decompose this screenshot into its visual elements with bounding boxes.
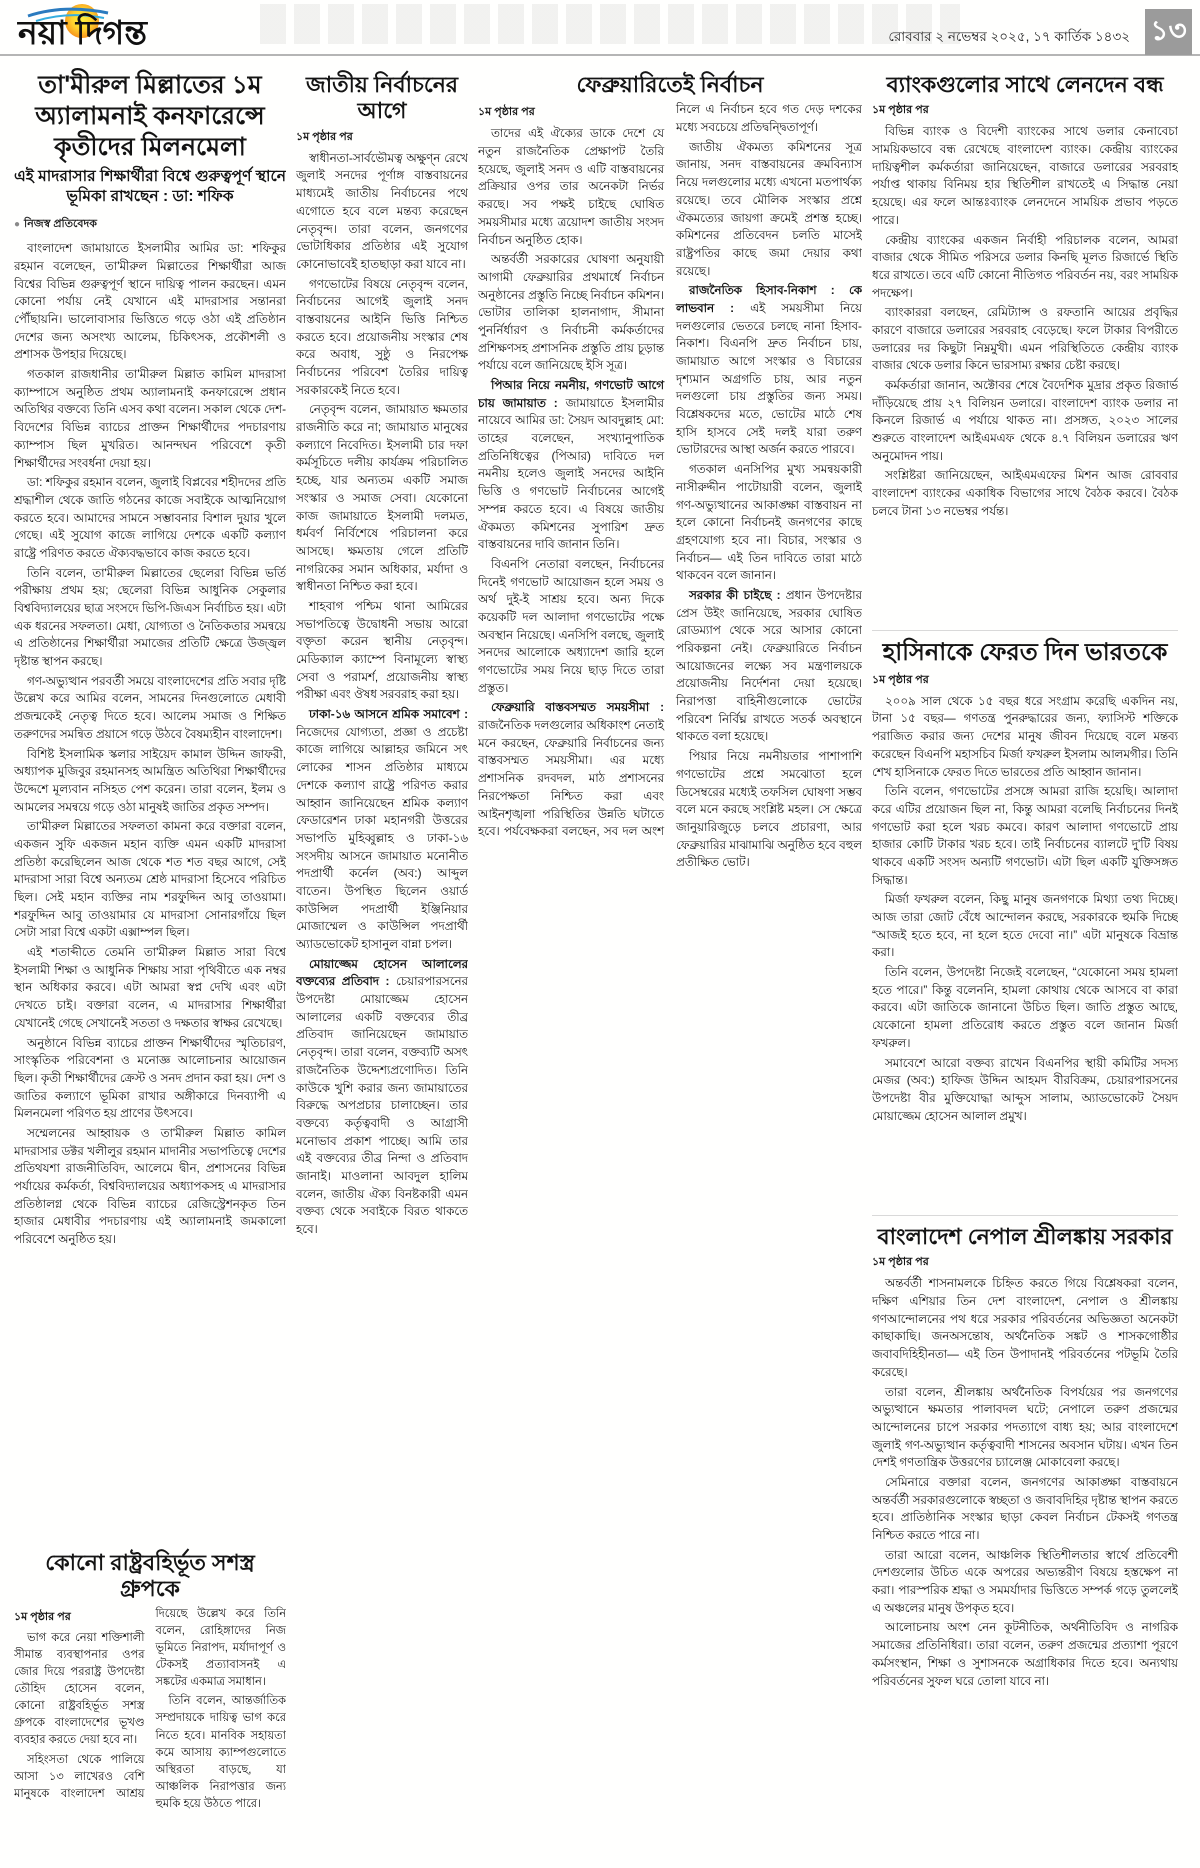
article-paragraph: সম্মেলনের আহ্বায়ক ও তা'মীরুল মিল্লাত কামিল মাদরাসার ডক্টর খলীলুর রহমান মাদানীর সভাপতিত্বে দেশের প্রতিথযশা রাজনীতিবিদ, আলেমে দ্বীন, প্রশাসনের বিভিন্ন পর্যায়ের কর্মকর্তা, বিশ্ববিদ্যালয়ের অধ্যাপকসহ এ মাদরাসার প্রতিষ্ঠালগ্ন থেকে বিভিন্ন ব্যাচের রেজিস্ট্রেশনকৃত তিন হাজার মেধাবীর পদচারণায় এই অ্যালামনাই জমকালো পরিবেশে অনুষ্ঠিত হয়। <box>14 1125 286 1247</box>
article-paragraph: তারা আরো বলেন, আঞ্চলিক স্থিতিশীলতার স্বার্থে প্রতিবেশী দেশগুলোর উচিত একে অপরের অভ্যন্তরীণ বিষয়ে হস্তক্ষেপ না করা। পারস্পরিক শ্রদ্ধা ও সমমর্যাদার ভিত্তিতে সম্পর্ক গড়ে তুললেই এ অঞ্চলের মানুষ উপকৃত হবে। <box>872 1547 1178 1615</box>
continued-from-page1-label: ১ম পৃষ্ঠার পর <box>478 106 535 119</box>
article-paragraph: অন্তর্বর্তী সরকারের ঘোষণা অনুযায়ী আগামী ফেব্রুয়ারির প্রথমার্ধে নির্বাচন অনুষ্ঠানের প্রস্তুতি নিচ্ছে নির্বাচন কমিশন। ভোটার তালিকা হালনাগাদ, সীমানা পুনর্নির্ধারণ ও নির্বাচনী কর্মকর্তাদের প্রশিক্ষণসহ প্রশাসনিক প্রস্তুতি প্রায় চূড়ান্ত পর্যায়ে বলে জানিয়েছে ইসি সূত্র। <box>478 252 664 373</box>
byline-text: নিজস্ব প্রতিবেদক <box>24 218 97 231</box>
article-headline: হাসিনাকে ফেরত দিন ভারতকে <box>882 639 1168 666</box>
article-paragraph: অন্তর্বর্তী শাসনামলকে চিহ্নিত করতে গিয়ে বিশ্লেষকরা বলেন, দক্ষিণ এশিয়ার তিন দেশ বাংলাদেশ, নেপাল ও শ্রীলঙ্কায় গণআন্দোলনের পথ ধরে সরকার পরিবর্তনের অভিজ্ঞতা অনেকটা কাছাকাছি। জনঅসন্তোষ, অর্থনৈতিক সঙ্কট ও শাসকগোষ্ঠীর জবাবদিহিহীনতা— এই তিন উপাদানই পরিবর্তনের পটভূমি তৈরি করেছে। <box>872 1276 1178 1379</box>
article-bd-nepal-srilanka[interactable] <box>872 1215 1178 1850</box>
article-paragraph: তিনি বলেন, গণভোটের প্রসঙ্গে আমরা রাজি হয়েছি। আলাদা করে এটির প্রয়োজন ছিল না, কিন্তু আমরা বলেছি নির্বাচনের দিনই গণভোট করা হলে খরচ কমবে। কারণ আলাদা গণভোটে প্রায় হাজার কোটি টাকার খরচ হবে। তাই নির্বাচনের ব্যালটে দু'টি বিষয় থাকবে একটি সংসদ অন্যটি গণভোট। এটা ছিল একটি যুক্তিসঙ্গত সিদ্ধান্ত। <box>872 784 1178 887</box>
continued-from-page1-label: ১ম পৃষ্ঠার পর <box>296 130 353 143</box>
article-deck: এই মাদরাসার শিক্ষার্থীরা বিশ্বে গুরুত্বপূর্ণ স্থানে ভূমিকা রাখছেন : ডা: শফিক <box>14 168 286 206</box>
article-paragraph: গণ-অভ্যুত্থান পরবর্তী সময়ে বাংলাদেশের প্রতি সবার দৃষ্টি উল্লেখ করে আমির বলেন, সামনের দিনগুলোতে মেধাবী প্রজন্মকেই নেতৃত্ব দিতে হবে। আলেম সমাজ ও শিক্ষিত তরুণদের সমন্বিত প্রয়াসে গড়ে উঠবে বৈষম্যহীন বাংলাদেশ। <box>14 673 286 741</box>
article-armed-group[interactable] <box>14 1542 286 1850</box>
article-paragraph: গণভোটের বিষয়ে নেতৃবৃন্দ বলেন, নির্বাচনের আগেই জুলাই সনদ বাস্তবায়নের আইনি ভিত্তি নিশ্চিত করতে হবে। প্রয়োজনীয় সংস্কার শেষ করে অবাধ, সুষ্ঠু ও নিরপেক্ষ নির্বাচনের পরিবেশ তৈরির দায়িত্ব সরকারকেই নিতে হবে। <box>296 276 468 397</box>
article-paragraph: অনুষ্ঠানে বিভিন্ন ব্যাচের প্রাক্তন শিক্ষার্থীদের স্মৃতিচারণ, সাংস্কৃতিক পরিবেশনা ও মনোজ্ঞ আলোচনার আয়োজন ছিল। কৃতী শিক্ষার্থীদের ক্রেস্ট ও সনদ প্রদান করা হয়। দেশ ও জাতির কল্যাণে ভূমিকা রাখার অঙ্গীকারে দিনব্যাপী এ মিলনমেলা পরিণত হয় প্রাণের উৎসবে। <box>14 1035 286 1121</box>
article-paragraph: ডা: শফিকুর রহমান বলেন, জুলাই বিপ্লবের শহীদদের প্রতি শ্রদ্ধাশীল থেকে জাতি গঠনের কাজে সবাইকে আত্মনিয়োগ করতে হবে। আমাদের সামনে সম্ভাবনার বিশাল দুয়ার খুলে গেছে। এই সুযোগ কাজে লাগিয়ে দেশকে একটি কল্যাণ রাষ্ট্রে পরিণত করতে ঐক্যবদ্ধভাবে কাজ করতে হবে। <box>14 475 286 560</box>
page-content <box>0 56 1200 1850</box>
article-hasina-extradition[interactable] <box>872 630 1178 1215</box>
article-paragraph: তাদের এই ঐক্যের ডাকে দেশে যে নতুন রাজনৈতিক প্রেক্ষাপট তৈরি হয়েছে, জুলাই সনদ ও এটি বাস্তবায়নের প্রক্রিয়ার ওপর তার অনেকটা নির্ভর করছে। সব পক্ষই চাইছে ঘোষিত সময়সীমার মধ্যে ত্রয়োদশ জাতীয় সংসদ নির্বাচন অনুষ্ঠিত হোক। <box>478 126 664 247</box>
article-paragraph: সহিংসতা থেকে পালিয়ে আসা ১৩ লাখেরও বেশি মানুষকে বাংলাদেশ আশ্রয় দিয়েছে উল্লেখ করে তিনি বলেন, রোহিঙ্গাদের নিজ ভূমিতে নিরাপদ, মর্যাদাপূর্ণ ও টেকসই প্রত্যাবাসনই এ সঙ্কটের একমাত্র সমাধান। <box>14 1607 286 1800</box>
article-body <box>296 150 468 1239</box>
column-left <box>14 64 286 1850</box>
inline-subhead: ফেব্রুয়ারি বাস্তবসম্মত সময়সীমা : <box>491 700 664 715</box>
article-bank-transactions[interactable] <box>872 64 1178 630</box>
article-headline: তা'মীরুল মিল্লাতের ১ম অ্যালামনাই কনফারেন্সে কৃতীদের মিলনমেলা <box>35 71 265 161</box>
article-paragraph: জাতীয় ঐকমত্য কমিশনের সূত্র জানায়, সনদ বাস্তবায়নের ক্রমবিন্যাস নিয়ে দলগুলোর মধ্যে এখনো মতপার্থক্য রয়েছে। তবে মৌলিক সংস্কার প্রশ্নে ঐকমত্যের জায়গা ক্রমেই প্রশস্ত হচ্ছে। কমিশনের প্রতিবেদন চলতি মাসেই রাষ্ট্রপতির কাছে জমা দেয়ার কথা রয়েছে। <box>676 139 862 278</box>
article-body <box>478 101 862 1850</box>
article-paragraph: স্বাধীনতা-সার্বভৌমত্ব অক্ষুণ্ন রেখে জুলাই সনদের পূর্ণাঙ্গ বাস্তবায়নের মাধ্যমেই জাতীয় নির্বাচনের পথে এগোতে হবে বলে মন্তব্য করেছেন নেতৃবৃন্দ। তারা বলেন, জনগণের ভোটাধিকার প্রতিষ্ঠার এই সুযোগ কোনোভাবেই হাতছাড়া করা যাবে না। <box>296 150 468 271</box>
article-paragraph: সমাবেশে আরো বক্তব্য রাখেন বিএনপির স্থায়ী কমিটির সদস্য মেজর (অব:) হাফিজ উদ্দিন আহমদ বীরবিক্রম, চেয়ারপারসনের উপদেষ্টা বীর মুক্তিযোদ্ধা আব্দুস সালাম, অ্যাডভোকেট সৈয়দ মোয়াজ্জেম হোসেন আলাল প্রমুখ। <box>872 1055 1178 1123</box>
article-paragraph: তিনি বলেন, তা'মীরুল মিল্লাতের ছেলেরা বিভিন্ন ভর্তি পরীক্ষায় প্রথম হয়; ছেলেরা বিভিন্ন আধুনিক সেকুলার বিশ্ববিদ্যালয়ের ছাত্র সংসদে ভিপি-জিএস নির্বাচিত হয়। এটা এক ধরনের সফলতা। মেধা, যোগ্যতা ও নৈতিকতার সমন্বয়ে এ প্রতিষ্ঠানের শিক্ষার্থীরা সমাজের প্রতিটি ক্ষেত্রে উজ্জ্বল দৃষ্টান্ত স্থাপন করছে। <box>14 565 286 669</box>
article-paragraph: মোয়াজ্জেম হোসেন আলালের বক্তব্যের প্রতিবাদ : চেয়ারপারসনের উপদেষ্টা মোয়াজ্জেম হোসেন আলালের একটি বক্তব্যের তীব্র প্রতিবাদ জানিয়েছেন জামায়াত নেতৃবৃন্দ। তারা বলেন, বক্তব্যটি অসৎ রাজনৈতিক উদ্দেশ্যপ্রণোদিত। তিনি কাউকে খুশি করার জন্য জামায়াতের বিরুদ্ধে অপপ্রচার চালাচ্ছেন। তার বক্তব্যে কর্তৃত্ববাদী ও আগ্রাসী মনোভাব প্রকাশ পাচ্ছে। আমি তার এই বক্তব্যের তীব্র নিন্দা ও প্রতিবাদ জানাই। মাওলানা আবদুল হালিম বলেন, জাতীয় ঐক্য বিনষ্টকারী এমন বক্তব্য থেকে সবাইকে বিরত থাকতে হবে। <box>296 956 468 1237</box>
article-paragraph: পিআর নিয়ে নমনীয়, গণভোট আগে চায় জামায়াত : জামায়াতে ইসলামীর নায়েবে আমির ডা: সৈয়দ আবদুল্লাহ মো: তাহের বলেছেন, সংখ্যানুপাতিক প্রতিনিধিত্বের (পিআর) দাবিতে দল নমনীয় হলেও জুলাই সনদের আইনি ভিত্তি ও গণভোট নির্বাচনের আগেই সম্পন্ন করতে হবে। এ বিষয়ে জাতীয় ঐকমত্য কমিশনের সুপারিশ দ্রুত বাস্তবায়নের দাবি জানান তিনি। <box>478 378 664 552</box>
inline-subhead: পিআর নিয়ে নমনীয়, গণভোট আগে চায় জামায়াত : <box>478 378 664 410</box>
naya-diganta-logo <box>16 0 246 52</box>
logo-graphic <box>16 0 246 52</box>
article-paragraph: নেতৃবৃন্দ বলেন, জামায়াত ক্ষমতার রাজনীতি করে না; জামায়াত মানুষের কল্যাণে নিবেদিত। ইসলামী চার দফা কর্মসূচিতে দলীয় কার্যক্রম পরিচালিত হচ্ছে, যার অন্যতম একটি সমাজ সংস্কার ও সমাজ সেবা। যেকোনো কাজ জামায়াতে ইসলামী দলমত, ধর্মবর্ণ নির্বিশেষে পরিচালনা করে আসছে। ক্ষমতায় গেলে প্রতিটি নাগরিকের সমান অধিকার, মর্যাদা ও স্বাধীনতা নিশ্চিত করা হবে। <box>296 402 468 594</box>
article-paragraph: বাংলাদেশ জামায়াতে ইসলামীর আমির ডা: শফিকুর রহমান বলেছেন, তা'মীরুল মিল্লাতের শিক্ষার্থীরা আজ বিশ্বের বিভিন্ন গুরুত্বপূর্ণ স্থানে দায়িত্ব পালন করছেন। এমন কোনো পর্যায় নেই যেখানে এই মাদরাসার সন্তানরা পৌঁছায়নি। ভালোবাসার ভিত্তিতে গড়ে ওঠা এই প্রতিষ্ঠান দেশের জন্য অসংখ্য আলেম, চিকিৎসক, প্রকৌশলী ও প্রশাসক উপহার দিয়েছে। <box>14 241 286 362</box>
article-paragraph: ঢাকা-১৬ আসনে শ্রমিক সমাবেশ : নিজেদের যোগ্যতা, প্রজ্ঞা ও প্রচেষ্টা কাজে লাগিয়ে আল্লাহর জমিনে সৎ লোকের শাসন প্রতিষ্ঠার মাধ্যমে দেশকে কল্যাণ রাষ্ট্রে পরিণত করার আহ্বান জানিয়েছেন শ্রমিক কল্যাণ ফেডারেশন ঢাকা মহানগরী উত্তরের সভাপতি মুহিব্বুল্লাহ ও ঢাকা-১৬ সংসদীয় আসনে জামায়াত মনোনীত পদপ্রার্থী কর্নেল (অব:) আব্দুল বাতেন। উপস্থিত ছিলেন ওয়ার্ড কাউন্সিল পদপ্রার্থী ইঞ্জিনিয়ার মোজাম্মেল ও কাউন্সিল পদপ্রার্থী অ্যাডভোকেট হাসানুল বান্না চপল। <box>296 707 468 952</box>
column-right <box>872 64 1178 1850</box>
article-paragraph: এই শতাব্দীতে তেমনি তা'মীরুল মিল্লাত সারা বিশ্বে ইসলামী শিক্ষা ও আধুনিক শিক্ষায় সারা পৃথিবীতে এক নম্বর স্থান অধিকার করবে। এটা আমরা স্বপ্ন দেখি এবং এটা দেখতে চাই। বক্তারা বলেন, এ মাদরাসার শিক্ষার্থীরা যেখানেই গেছে সেখানেই সততা ও দক্ষতার স্বাক্ষর রেখেছে। <box>14 945 286 1030</box>
article-paragraphs <box>478 101 862 872</box>
article-headline: জাতীয় নির্বাচনের আগে <box>306 72 458 124</box>
continued-from-page1-label: ১ম পৃষ্ঠার পর <box>872 104 929 117</box>
article-paragraphs <box>14 1606 286 1813</box>
print-bleed-artifact <box>260 4 960 44</box>
inline-subhead: ঢাকা-১৬ আসনে শ্রমিক সমাবেশ : <box>309 707 468 722</box>
article-paragraph: মির্জা ফখরুল বলেন, কিছু মানুষ জনগণকে মিথ্যা তথ্য দিচ্ছে। আজ তারা জোট বেঁধে আন্দোলন করছে, সরকারকে হুমকি দিচ্ছে “আজই হতে হবে, না হলে হতে দেবো না।” এটা মানুষকে বিভ্রান্ত করা। <box>872 892 1178 960</box>
column-february <box>478 64 862 1850</box>
inline-subhead: সরকার কী চাইছে : <box>689 587 786 602</box>
article-paragraph: কেন্দ্রীয় ব্যাংকের একজন নির্বাহী পরিচালক বলেন, আমরা বাজার থেকে সীমিত পরিসরে ডলার কিনছি মূলত রিজার্ভে স্থিতি ধরে রাখতে। তবে এটি কোনো নীতিগত পরিবর্তন নয়, বরং সাময়িক পদক্ষেপ। <box>872 232 1178 300</box>
article-paragraph: ভাগ করে নেয়া শক্তিশালী সীমান্ত ব্যবস্থাপনার ওপর জোর দিয়ে পররাষ্ট্র উপদেষ্টা তৌহিদ হোসেন বলেন, কোনো রাষ্ট্রবহির্ভূত সশস্ত্র গ্রুপকে বাংলাদেশের ভূখণ্ড ব্যবহার করতে দেয়া হবে না। <box>14 1631 145 1747</box>
article-paragraph: কর্মকর্তারা জানান, অক্টোবর শেষে বৈদেশিক মুদ্রার প্রকৃত রিজার্ভ দাঁড়িয়েছে প্রায় ২৭ বিলিয়ন ডলারে। বাংলাদেশ ব্যাংক ডলার না কিনলে রিজার্ভ এ পর্যায়ে থাকত না। প্রসঙ্গত, ২০২৩ সালের শুরুতে বাংলাদেশ আইএমএফ থেকে ৪.৭ বিলিয়ন ডলারের ঋণ অনুমোদন পায়। <box>872 378 1178 463</box>
article-paragraph: ২০০৯ সাল থেকে ১৫ বছর ধরে সংগ্রাম করেছি একদিন নয়, টানা ১৫ বছর— গণতন্ত্র পুনরুদ্ধারের জন্য, ফ্যাসিস্ট শক্তিকে পরাজিত করার জন্য দেশের মানুষ জীবন দিয়েছে বলে মন্তব্য করেছেন বিএনপি মহাসচিব মির্জা ফখরুল ইসলাম আলমগীর। তিনি শেখ হাসিনাকে ফেরত দিতে ভারতের প্রতি আহ্বান জানান। <box>872 693 1178 779</box>
continued-from-page1-label: ১ম পৃষ্ঠার পর <box>872 673 929 686</box>
article-paragraph: বিশিষ্ট ইসলামিক স্কলার সাইয়েদ কামাল উদ্দিন জাফরী, অধ্যাপক মুজিবুর রহমানসহ আমন্ত্রিত অতিথিরা শিক্ষার্থীদের উদ্দেশে মূল্যবান নসিহত পেশ করেন। তারা বলেন, ইলম ও আমলের সমন্বয়ে গড়ে ওঠা মানুষই জাতির প্রকৃত সম্পদ। <box>14 746 286 814</box>
article-paragraph: তিনি বলেন, উপদেষ্টা নিজেই বলেছেন, “যেকোনো সময় হামলা হতে পারে।” কিন্তু বলেননি, হামলা কোথায় থেকে আসবে বা কারা করবে। এটা জাতিকে জানানো উচিত ছিল। জাতি প্রস্তুত আছে, যেকোনো হামলা প্রতিরোধ করতে প্রস্তুত বলে জানান মির্জা ফখরুল। <box>872 965 1178 1050</box>
inline-subhead: মোয়াজ্জেম হোসেন আলালের বক্তব্যের প্রতিবাদ : <box>296 956 468 989</box>
article-paragraph: ব্যাংকাররা বলছেন, রেমিট্যান্স ও রফতানি আয়ের প্রবৃদ্ধির কারণে বাজারে ডলারের সরবরাহ বেড়েছে। ফলে টাকার বিপরীতে ডলারের দর কিছুটা নিম্নমুখী। এমন পরিস্থিতিতে কেন্দ্রীয় ব্যাংক বাজার থেকে ডলার কিনে ভারসাম্য রক্ষার চেষ্টা করছে। <box>872 305 1178 373</box>
article-headline: ব্যাংকগুলোর সাথে লেনদেন বন্ধ <box>886 72 1164 97</box>
continued-from-page1-label: ১ম পৃষ্ঠার পর <box>14 1610 71 1623</box>
article-paragraph: গতকাল এনসিপির মুখ্য সমন্বয়কারী নাসীরুদ্দীন পাটোয়ারী বলেন, জুলাই গণ-অভ্যুত্থানের আকাঙ্ক্ষা বাস্তবায়ন না হলে কোনো নির্বাচনই জনগণের কাছে গ্রহণযোগ্য হবে না। বিচার, সংস্কার ও নির্বাচন— এই তিন দাবিতে তারা মাঠে থাকবেন বলে জানান। <box>676 462 862 583</box>
byline <box>14 215 286 234</box>
article-paragraph: রাজনৈতিক হিসাব-নিকাশ : কে লাভবান : এই সময়সীমা নিয়ে দলগুলোর ভেতরে চলছে নানা হিসাব-নিকাশ। বিএনপি দ্রুত নির্বাচন চায়, জামায়াত আগে সংস্কার ও বিচারের দৃশ্যমান অগ্রগতি চায়, আর নতুন দলগুলো চায় প্রস্তুতির জন্য সময়। বিশ্লেষকদের মতে, ভোটের মাঠে শেষ হাসি হাসবে সেই দলই যারা তরুণ ভোটারদের আস্থা অর্জন করতে পারবে। <box>676 283 862 457</box>
dateline: রোববার ২ নভেম্বর ২০২৫, ১৭ কার্তিক ১৪৩২ <box>888 29 1130 44</box>
article-tamirul-millat[interactable] <box>14 64 286 1538</box>
article-paragraph: গতকাল রাজধানীর তা'মীরুল মিল্লাত কামিল মাদরাসা ক্যাম্পাসে অনুষ্ঠিত প্রথম অ্যালামনাই কনফারেন্সে প্রধান অতিথির বক্তব্যে তিনি এসব কথা বলেন। সকাল থেকে দেশ-বিদেশের বিভিন্ন ব্যাচের প্রাক্তন শিক্ষার্থীদের পদচারণায় ক্যাম্পাস ছিল মুখরিত। আনন্দঘন পরিবেশে কৃতী শিক্ষার্থীদের সংবর্ধনা দেয়া হয়। <box>14 367 286 470</box>
article-body <box>872 1275 1178 1690</box>
article-february-election[interactable] <box>478 64 862 1850</box>
article-paragraph: সংশ্লিষ্টরা জানিয়েছেন, আইএমএফের মিশন আজ রোববার বাংলাদেশ ব্যাংকের একাধিক বিভাগের সাথে বৈঠক করবে। বৈঠক চলবে টানা ১৩ নভেম্বর পর্যন্ত। <box>872 468 1178 518</box>
article-paragraph: সরকার কী চাইছে : প্রধান উপদেষ্টার প্রেস উইং জানিয়েছে, সরকার ঘোষিত রোডম্যাপ থেকে সরে আসার কোনো পরিকল্পনা নেই। ফেব্রুয়ারিতে নির্বাচন আয়োজনের লক্ষ্যে সব মন্ত্রণালয়কে প্রয়োজনীয় নির্দেশনা দেয়া হয়েছে। নিরাপত্তা বাহিনীগুলোকে ভোটের পরিবেশ নির্বিঘ্ন রাখতে সতর্ক অবস্থানে থাকতে বলা হয়েছে। <box>676 587 862 744</box>
article-paragraph: তা'মীরুল মিল্লাতের সফলতা কামনা করে বক্তারা বলেন, একজন সুফি একজন মহান ব্যক্তি এমন একটি মাদরাসা প্রতিষ্ঠা করেছিলেন আজ থেকে শত শত বছর আগে, সেই মাদরাসা সারা বিশ্বে অন্যতম শ্রেষ্ঠ মাদরাসা হিসেবে পরিচিত ছিল। সেই মহান ব্যক্তির নাম শরফুদ্দিন আবু তাওয়ামা। শরফুদ্দিন আবু তাওয়ামার যে মাদরাসা সোনারগাঁয়ে ছিল সেটা সারা বিশ্বে একটা এক্সাম্পল ছিল। <box>14 819 286 940</box>
article-body <box>872 123 1178 520</box>
page-number-badge: ১৩ <box>1145 9 1192 55</box>
article-paragraph: শাহবাগ পশ্চিম থানা আমিরের সভাপতিত্বে উদ্বোধনী সভায় আরো বক্তৃতা করেন স্থানীয় নেতৃবৃন্দ। মেডিক্যাল ক্যাম্পে বিনামূল্যে স্বাস্থ্য সেবা ও পরামর্শ, প্রয়োজনীয় স্বাস্থ্য পরীক্ষা এবং ঔষধ সরবরাহ করা হয়। <box>296 598 468 702</box>
article-paragraph: তারা বলেন, শ্রীলঙ্কায় অর্থনৈতিক বিপর্যয়ের পর জনগণের অভ্যুত্থানে ক্ষমতার পালাবদল ঘটে; নেপালে তরুণ প্রজন্মের আন্দোলনের চাপে সরকার পদত্যাগে বাধ্য হয়; আর বাংলাদেশে জুলাই গণ-অভ্যুত্থান কর্তৃত্ববাদী শাসনের অবসান ঘটায়। এখন তিন দেশই গণতান্ত্রিক উত্তরণের চ্যালেঞ্জ মোকাবেলা করছে। <box>872 1384 1178 1470</box>
continued-from-page1-label: ১ম পৃষ্ঠার পর <box>872 1256 929 1269</box>
article-paragraph: বিএনপি নেতারা বলছেন, নির্বাচনের দিনেই গণভোট আয়োজন হলে সময় ও অর্থ দুই-ই সাশ্রয় হবে। অন্য দিকে কয়েকটি দল আলাদা গণভোটের পক্ষে অবস্থান নিয়েছে। এনসিপি বলছে, জুলাই সনদের আলোকে অধ্যাদেশ জারি হলে গণভোটের সময় নিয়ে ছাড় দিতে তারা প্রস্তুত। <box>478 556 664 695</box>
logo-text: নয়া দিগন্ত <box>18 14 148 51</box>
article-headline: ফেব্রুয়ারিতেই নির্বাচন <box>576 72 764 97</box>
article-paragraph: পিয়ার নিয়ে নমনীয়তার পাশাপাশি গণভোটের প্রশ্নে সমঝোতা হলে ডিসেম্বরের মধ্যেই তফসিল ঘোষণা সম্ভব বলে মনে করছে সংশ্লিষ্ট মহল। সে ক্ষেত্রে জানুয়ারিজুড়ে চলবে প্রচারণা, আর ফেব্রুয়ারির মাঝামাঝি অনুষ্ঠিত হবে বহুল প্রতীক্ষিত ভোট। <box>676 749 862 870</box>
article-paragraph: তিনি বলেন, আন্তর্জাতিক সম্প্রদায়কে দায়িত্ব ভাগ করে নিতে হবে। মানবিক সহায়তা কমে আসায় ক্যাম্পগুলোতে অস্থিরতা বাড়ছে, যা আঞ্চলিক নিরাপত্তার জন্য হুমকি হয়ে উঠতে পারে। <box>155 1695 286 1810</box>
article-paragraph: আলোচনায় অংশ নেন কূটনীতিক, অর্থনীতিবিদ ও নাগরিক সমাজের প্রতিনিধিরা। তারা বলেন, তরুণ প্রজন্মের প্রত্যাশা পূরণে কর্মসংস্থান, শিক্ষা ও সুশাসনকে অগ্রাধিকার দিতে হবে। অন্যথায় পরিবর্তনের সুফল ঘরে তোলা যাবে না। <box>872 1620 1178 1688</box>
article-body <box>14 240 286 1249</box>
article-headline: কোনো রাষ্ট্রবহির্ভূত সশস্ত্র গ্রুপকে <box>45 1550 255 1602</box>
article-paragraph: ফেব্রুয়ারি বাস্তবসম্মত সময়সীমা : রাজনৈতিক দলগুলোর অধিকাংশ নেতাই মনে করছেন, ফেব্রুয়ারি নির্বাচনের জন্য বাস্তবসম্মত সময়সীমা। এর মধ্যে প্রশাসনিক রদবদল, মাঠ প্রশাসনের নিরপেক্ষতা নিশ্চিত করা এবং আইনশৃঙ্খলা পরিস্থিতির উন্নতি ঘটাতে হবে। পর্যবেক্ষকরা বলছেন, সব দল অংশ নিলে এ নির্বাচন হবে গত দেড় দশকের মধ্যে সবচেয়ে প্রতিদ্বন্দ্বিতাপূর্ণ। <box>478 102 862 839</box>
article-body <box>14 1606 286 1813</box>
article-paragraph: বিভিন্ন ব্যাংক ও বিদেশী ব্যাংকের সাথে ডলার কেনাবেচা সাময়িকভাবে বন্ধ রেখেছে বাংলাদেশ ব্যাংক। কেন্দ্রীয় ব্যাংকের দায়িত্বশীল কর্মকর্তারা জানিয়েছেন, বাজারে ডলারের সরবরাহ পর্যাপ্ত থাকায় বিনিময় হার স্থিতিশীল রাখতেই এ সিদ্ধান্ত নেয়া হয়েছে। এর ফলে আন্তঃব্যাংক লেনদেনে সাময়িক প্রভাব পড়তে পারে। <box>872 124 1178 227</box>
article-headline: বাংলাদেশ নেপাল শ্রীলঙ্কায় সরকার <box>877 1224 1173 1249</box>
article-paragraph: সেমিনারে বক্তারা বলেন, জনগণের আকাঙ্ক্ষা বাস্তবায়নে অন্তর্বর্তী সরকারগুলোকে স্বচ্ছতা ও জবাবদিহির দৃষ্টান্ত স্থাপন করতে হবে। প্রাতিষ্ঠানিক সংস্কার ছাড়া কেবল নির্বাচন টেকসই গণতন্ত্র নিশ্চিত করতে পারে না। <box>872 1474 1178 1543</box>
masthead <box>0 0 1200 56</box>
article-body <box>872 693 1178 1126</box>
column-two <box>296 64 468 1850</box>
inline-subhead: রাজনৈতিক হিসাব-নিকাশ : কে লাভবান : <box>676 283 862 315</box>
article-jatiyo-nirbachon[interactable] <box>296 72 468 1239</box>
byline-bullet-icon: ● <box>14 219 21 231</box>
